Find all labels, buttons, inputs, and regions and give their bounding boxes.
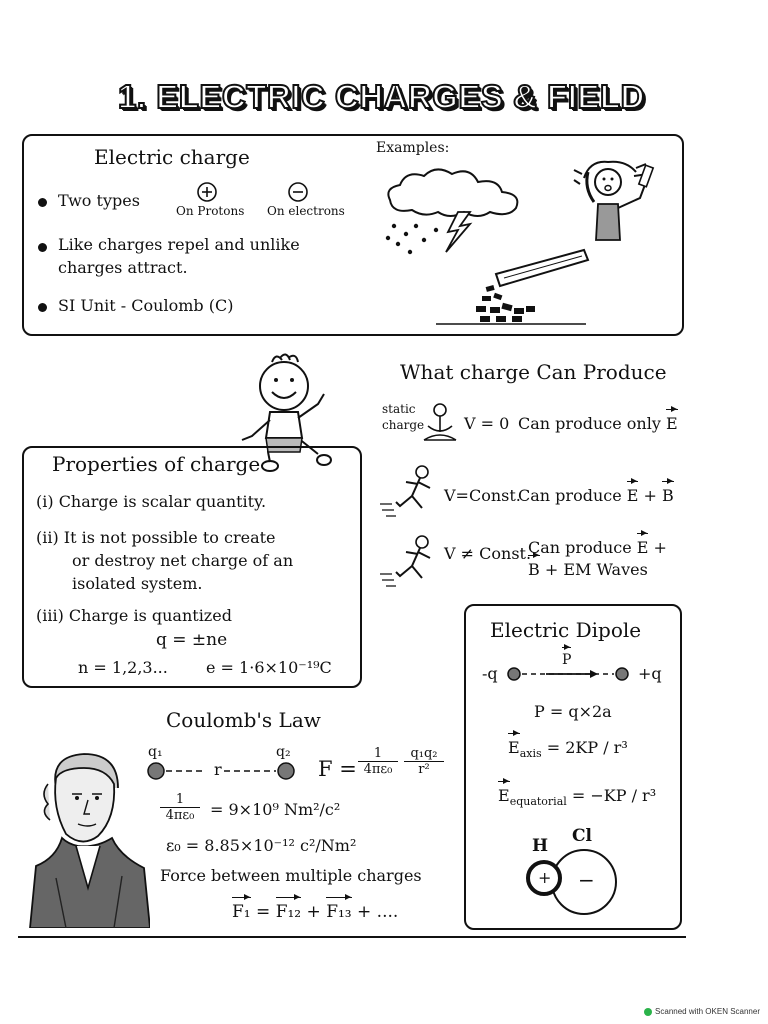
electric-dipole-heading: Electric Dipole [490, 618, 642, 642]
vector-f13: F₁₃ [326, 902, 352, 922]
k-value: = 9×10⁹ Nm²/c² [210, 800, 341, 819]
varying-velocity-label: Can produce [528, 538, 632, 557]
running-person-icon [378, 462, 442, 522]
charges-over-distance-fraction [404, 746, 444, 777]
page-title: 1. ELECTRIC CHARGES & FIELD [118, 78, 645, 115]
fraction-numerator: 1 [373, 746, 383, 761]
vector-e: E [498, 786, 510, 805]
bullet [38, 243, 47, 252]
rod-paper-bits-icon [436, 244, 596, 328]
property-3: (iii) Charge is quantized [36, 606, 232, 625]
dipole-moment-vector [562, 652, 571, 670]
property-2-line3: isolated system. [72, 574, 203, 593]
electric-charge-heading: Electric charge [94, 145, 250, 169]
fraction-denominator: 4πε₀ [160, 807, 200, 823]
axis-rhs: = 2KP / r³ [546, 738, 628, 757]
dipole-positive-charge: +q [638, 664, 662, 683]
properties-heading: Properties of charge [52, 452, 261, 476]
vector-b: B [662, 486, 674, 505]
vector-f1: F₁ [232, 902, 251, 922]
static-result-text [518, 414, 678, 434]
like-charges-line2: charges attract. [58, 258, 188, 277]
vector-f12: F₁₂ [275, 902, 302, 922]
two-types-text: Two types [58, 191, 140, 210]
meditating-person-icon [420, 400, 460, 450]
charge-q1-label: q₁ [148, 744, 163, 760]
const-velocity-result [518, 486, 674, 506]
static-charge-label: static [382, 402, 416, 416]
electron-symbol-icon [287, 181, 309, 203]
hcl-plus-sign: + [538, 868, 552, 887]
n-values: n = 1,2,3... [78, 658, 168, 677]
field-equatorial-formula [498, 786, 656, 809]
vector-e: E [665, 414, 678, 433]
static-condition: V = 0 [464, 414, 510, 433]
proton-symbol-icon [196, 181, 218, 203]
quantization-formula: q = ±ne [156, 630, 228, 650]
examples-label: Examples: [376, 140, 450, 156]
vector-e: E [508, 738, 520, 757]
girl-comb-icon [570, 158, 662, 244]
scanner-watermark [644, 1007, 760, 1016]
like-charges-line1: Like charges repel and unlike [58, 235, 300, 254]
hydrogen-label: H [532, 836, 549, 856]
running-person-icon [378, 532, 442, 592]
plus-sign: + [643, 486, 657, 505]
em-waves-text: + EM Waves [544, 560, 648, 579]
electron-label: On electrons [267, 204, 345, 218]
vector-e: E [626, 486, 639, 505]
force-label: F = [318, 757, 357, 781]
scanner-text: Scanned with OKEN Scanner [655, 1007, 760, 1016]
coulomb-heading: Coulomb's Law [166, 708, 321, 732]
proton-label: On Protons [176, 204, 245, 218]
what-charge-heading: What charge Can Produce [400, 360, 667, 384]
vector-e: E [636, 538, 649, 557]
k-fraction [160, 792, 200, 823]
varying-velocity-condition: V ≠ Const. [444, 544, 532, 563]
electron-charge-value: e = 1·6×10⁻¹⁹C [206, 658, 332, 677]
bullet [38, 303, 47, 312]
bullet [38, 198, 47, 207]
vector-b: B [528, 560, 540, 579]
const-velocity-label: Can produce [518, 486, 622, 505]
equals-sign: = [256, 902, 271, 922]
bottom-divider [18, 936, 686, 938]
static-result-label: Can produce only [518, 414, 661, 433]
multiple-charges-text: Force between multiple charges [160, 866, 422, 885]
hcl-molecule-icon [522, 848, 622, 918]
ellipsis: + .... [357, 902, 399, 922]
property-1: (i) Charge is scalar quantity. [36, 492, 267, 511]
property-2-line2: or destroy net charge of an [72, 551, 294, 570]
superposition-formula [232, 902, 398, 923]
field-axis-formula [508, 738, 628, 761]
const-velocity-condition: V=Const. [444, 486, 521, 505]
distance-r-label: r [214, 760, 222, 779]
fraction-denominator: 4πε₀ [358, 761, 398, 777]
chlorine-label: Cl [572, 826, 592, 846]
charge-q2-label: q₂ [276, 744, 291, 760]
fraction-numerator: q₁q₂ [410, 746, 438, 761]
equatorial-rhs: = −KP / r³ [571, 786, 657, 805]
scanner-logo-icon [644, 1008, 652, 1016]
hcl-minus-sign: − [578, 868, 595, 892]
vector-p: P [562, 652, 572, 668]
varying-velocity-result-line1 [528, 538, 667, 558]
fraction-denominator: r² [404, 761, 444, 777]
dipole-moment-formula: P = q×2a [534, 702, 612, 721]
fraction-numerator: 1 [175, 792, 185, 807]
permittivity-value: ε₀ = 8.85×10⁻¹² c²/Nm² [166, 836, 357, 855]
dipole-negative-charge: -q [482, 664, 498, 683]
coulomb-constant-fraction [358, 746, 398, 777]
axis-subscript: axis [519, 747, 542, 761]
plus-sign: + [653, 538, 667, 557]
coulomb-portrait-icon [26, 748, 150, 928]
si-unit-text: SI Unit - Coulomb (C) [58, 296, 234, 315]
varying-velocity-result-line2 [528, 560, 648, 580]
equatorial-subscript: equatorial [509, 795, 567, 809]
property-2-line1: (ii) It is not possible to create [36, 528, 276, 547]
plus-sign: + [306, 902, 321, 922]
static-charge-label: charge [382, 418, 425, 432]
